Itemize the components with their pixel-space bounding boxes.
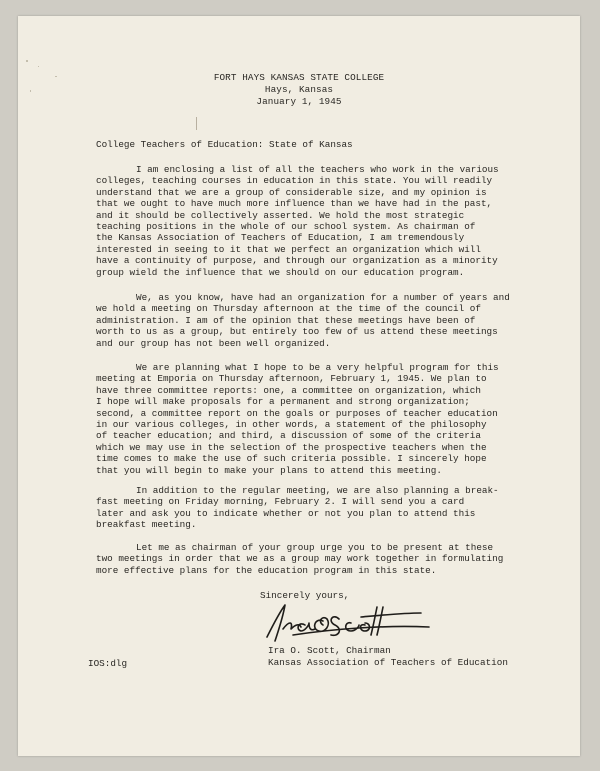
letterhead-location: Hays, Kansas [264,84,334,95]
paragraph-line: and it should be collectively asserted. We hold the most strategic [96,209,465,221]
paragraph-line: later and ask you to indicate whether or not you plan to attend this [96,507,476,519]
body-paragraph-2 [96,292,516,349]
paragraph-line: fast meeting on Friday morning, February 2. I will send you a card [96,496,465,508]
salutation: College Teachers of Education: State of Kansas [96,139,353,150]
paragraph-line: the Kansas Association of Teachers of Education, I am tremendously [96,232,465,244]
paragraph-line: I hope will make proposals for a permanent and strong organization; [96,396,470,408]
reference-initials: IOS:dlg [88,658,128,669]
body-paragraph-1 [96,164,516,278]
signatory-organization: Kansas Association of Teachers of Education [268,657,508,668]
paragraph-line: which we may use in the selection of the prospective teachers when the [96,441,487,453]
body-paragraph-5 [96,542,516,576]
paragraph-line: administration. I am of the opinion that these meetings have been of [96,314,476,326]
paragraph-line: of teacher education; and third, a discussion of some of the criteria [96,430,481,442]
paper-speck [26,60,28,62]
paragraph-line: interested in seeing to it that we perfect an organization which will [96,243,481,255]
paragraph-line: in our various colleges, in other words, a statement of the philosophy [96,419,487,431]
paragraph-line: Let me as chairman of your group urge you to be present at these [136,542,494,553]
paragraph-line: We are planning what I hope to be a very helpful program for this [136,362,499,373]
typed-signature-name: Ira O. Scott, Chairman [268,645,391,656]
letter-date: January 1, 1945 [256,96,342,107]
letter-page [18,16,580,756]
paragraph-line: colleges, teaching courses in education in this state. You will readily [96,175,493,187]
paragraph-line: and our group has not been well organized. [96,337,331,349]
margin-mark [196,117,197,130]
paragraph-line: meeting at Emporia on Thursday afternoon, February 1, 1945. We plan to [96,373,487,385]
paragraph-line: We, as you know, have had an organization for a number of years and [136,292,510,303]
paragraph-line: have three committee reports: one, a committee on organization, which [96,384,481,396]
paper-speck [38,66,39,67]
closing: Sincerely yours, [260,590,350,601]
paragraph-line: that we ought to have much more influence than we have had in the past, [96,198,493,210]
paragraph-line: second, a committee report on the goals or purposes of teacher education [96,407,498,419]
paragraph-line: worth to us as a group, but entirely too few of us attend these meetings [96,326,498,338]
handwritten-signature [253,599,443,647]
body-paragraph-4 [96,485,516,531]
paragraph-line: I am enclosing a list of all the teachers who work in the various [136,164,499,175]
paragraph-line: more effective plans for the education program in this state. [96,564,437,576]
paragraph-line: we hold a meeting on Thursday afternoon at the time of the council of [96,303,481,315]
paragraph-line: In addition to the regular meeting, we are also planning a break- [136,485,499,496]
paragraph-line: understand that we are a group of considerable size, and my opinion is [96,186,487,198]
body-paragraph-3 [96,362,516,476]
paragraph-line: time comes to make the use of such criteria possible. I sincerely hope [96,453,487,465]
paragraph-line: two meetings in order that we as a group may work together in formulating [96,553,504,565]
letterhead-institution: FORT HAYS KANSAS STATE COLLEGE [213,72,385,83]
paragraph-line: that you will begin to make your plans to attend this meeting. [96,464,442,476]
paragraph-line: teaching positions in the whole of our school system. As chairman of [96,221,476,233]
paragraph-line: have a continuity of purpose, and through our organization as a minority [96,255,498,267]
paragraph-line: breakfast meeting. [96,519,197,531]
paragraph-line: group wield the influence that we should on our education program. [96,266,465,278]
